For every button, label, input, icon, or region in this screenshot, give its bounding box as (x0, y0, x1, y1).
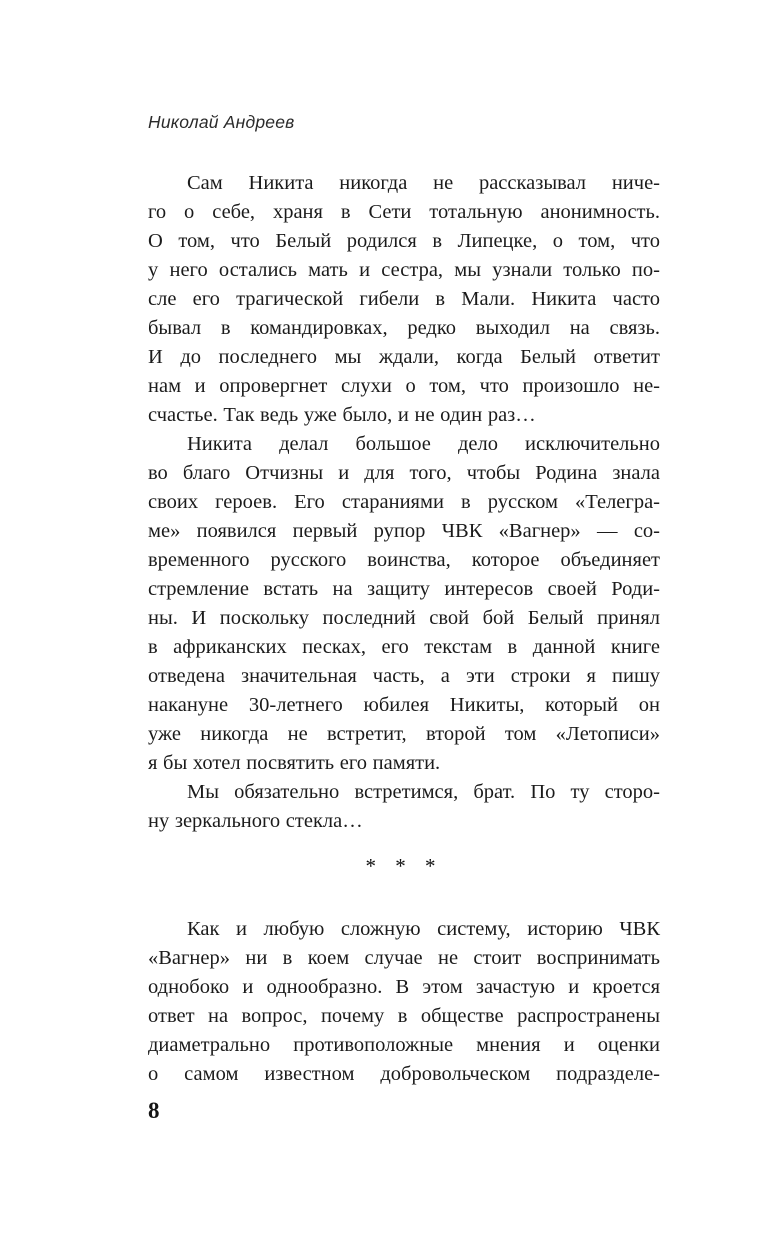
running-header: Николай Андреев (148, 112, 295, 132)
text-line: диаметрально противоположные мнения и оценки (148, 1034, 660, 1056)
text-line: однобоко и однообразно. В этом зачастую и кроется (148, 976, 660, 998)
text-line: о самом известном добровольческом подразделе- (148, 1063, 660, 1085)
text-line: у него остались мать и сестра, мы узнали только по- (148, 259, 660, 281)
paragraph (148, 778, 660, 836)
text-line: своих героев. Его стараниями в русском «Телегра- (148, 491, 660, 513)
text-line: Сам Никита никогда не рассказывал ниче- (187, 172, 660, 194)
text-line: во благо Отчизны и для того, чтобы Родина знала (148, 462, 660, 484)
text-line: И до последнего мы ждали, когда Белый ответит (148, 346, 660, 368)
text-line: ответ на вопрос, почему в обществе распространены (148, 1005, 660, 1027)
text-line: го о себе, храня в Сети тотальную анонимность. (148, 201, 660, 223)
text-line: О том, что Белый родился в Липецке, о том, что (148, 230, 660, 252)
text-line: стремление встать на защиту интересов своей Роди- (148, 578, 660, 600)
section-separator: * * * (365, 854, 443, 878)
text-line: счастье. Так ведь уже было, и не один раз… (148, 404, 536, 426)
text-line: сле его трагической гибели в Мали. Никита часто (148, 288, 660, 310)
paragraph (148, 430, 660, 778)
text-line: временного русского воинства, которое объединяет (148, 549, 660, 571)
text-line: Как и любую сложную систему, историю ЧВК (187, 918, 660, 940)
text-line: ну зеркального стекла… (148, 810, 363, 832)
text-line: бывал в командировках, редко выходил на связь. (148, 317, 660, 339)
text-line: в африканских песках, его текстам в данной книге (148, 636, 660, 658)
text-line: ме» появился первый рупор ЧВК «Вагнер» — со- (148, 520, 660, 542)
paragraph (148, 169, 660, 430)
text-line: уже никогда не встретит, второй том «Летописи» (148, 723, 660, 745)
text-line: нам и опровергнет слухи о том, что произошло не- (148, 375, 660, 397)
text-line: Мы обязательно встретимся, брат. По ту сторо- (187, 781, 660, 803)
text-line: Никита делал большое дело исключительно (187, 433, 660, 455)
text-line: накануне 30-летнего юбилея Никиты, который он (148, 694, 660, 716)
page-number: 8 (148, 1098, 160, 1123)
text-line: отведена значительная часть, а эти строки я пишу (148, 665, 660, 687)
paragraph (148, 915, 660, 1089)
text-line: ны. И поскольку последний свой бой Белый принял (148, 607, 660, 629)
text-line: «Вагнер» ни в коем случае не стоит воспринимать (148, 947, 660, 969)
text-block (148, 169, 660, 1089)
text-line: я бы хотел посвятить его памяти. (148, 752, 441, 774)
